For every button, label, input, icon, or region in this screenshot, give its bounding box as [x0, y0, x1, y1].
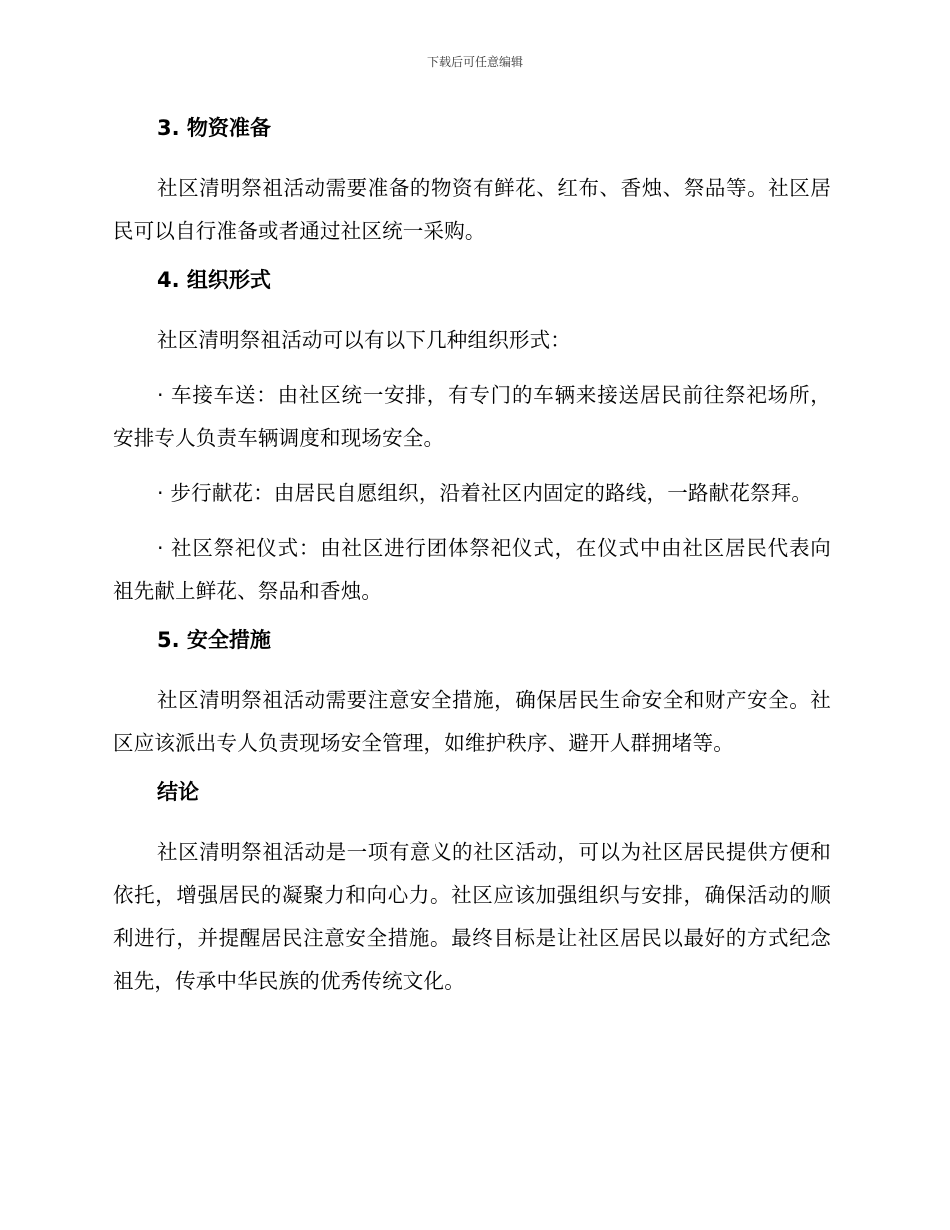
organization-intro: 社区清明祭祖活动可以有以下几种组织形式：	[157, 328, 571, 352]
safety-paragraph: 社区清明祭祖活动需要注意安全措施，确保居民生命安全和财产安全。社区应该派出专人负责现场安全管理，如维护秩序、避开人群拥堵等。	[113, 688, 831, 755]
materials-paragraph: 社区清明祭祖活动需要准备的物资有鲜花、红布、香烛、祭品等。社区居民可以自行准备或者通过社区统一采购。	[113, 176, 831, 243]
section-heading-materials: 3. 物资准备	[157, 116, 271, 140]
conclusion-paragraph: 社区清明祭祖活动是一项有意义的社区活动，可以为社区居民提供方便和依托，增强居民的凝聚力和向心力。社区应该加强组织与安排，确保活动的顺利进行，并提醒居民注意安全措施。最终目标是让社区居民以最好的方式纪念祖先，传承中华民族的优秀传统文化。	[113, 840, 831, 993]
section-heading-conclusion: 结论	[157, 780, 199, 804]
organization-item-walk: · 步行献花：由居民自愿组织，沿着社区内固定的路线，一路献花祭拜。	[157, 481, 813, 505]
organization-item-ceremony: · 社区祭祀仪式：由社区进行团体祭祀仪式，在仪式中由社区居民代表向祖先献上鲜花、祭品和香烛。	[113, 536, 831, 603]
section-heading-safety: 5. 安全措施	[157, 628, 271, 652]
document-body	[113, 113, 831, 1015]
organization-item-car: · 车接车送：由社区统一安排，有专门的车辆来接送居民前往祭祀场所，安排专人负责车辆调度和现场安全。	[113, 383, 831, 450]
section-heading-organization: 4. 组织形式	[157, 268, 271, 292]
page-header: 下载后可任意编辑	[426, 55, 523, 69]
